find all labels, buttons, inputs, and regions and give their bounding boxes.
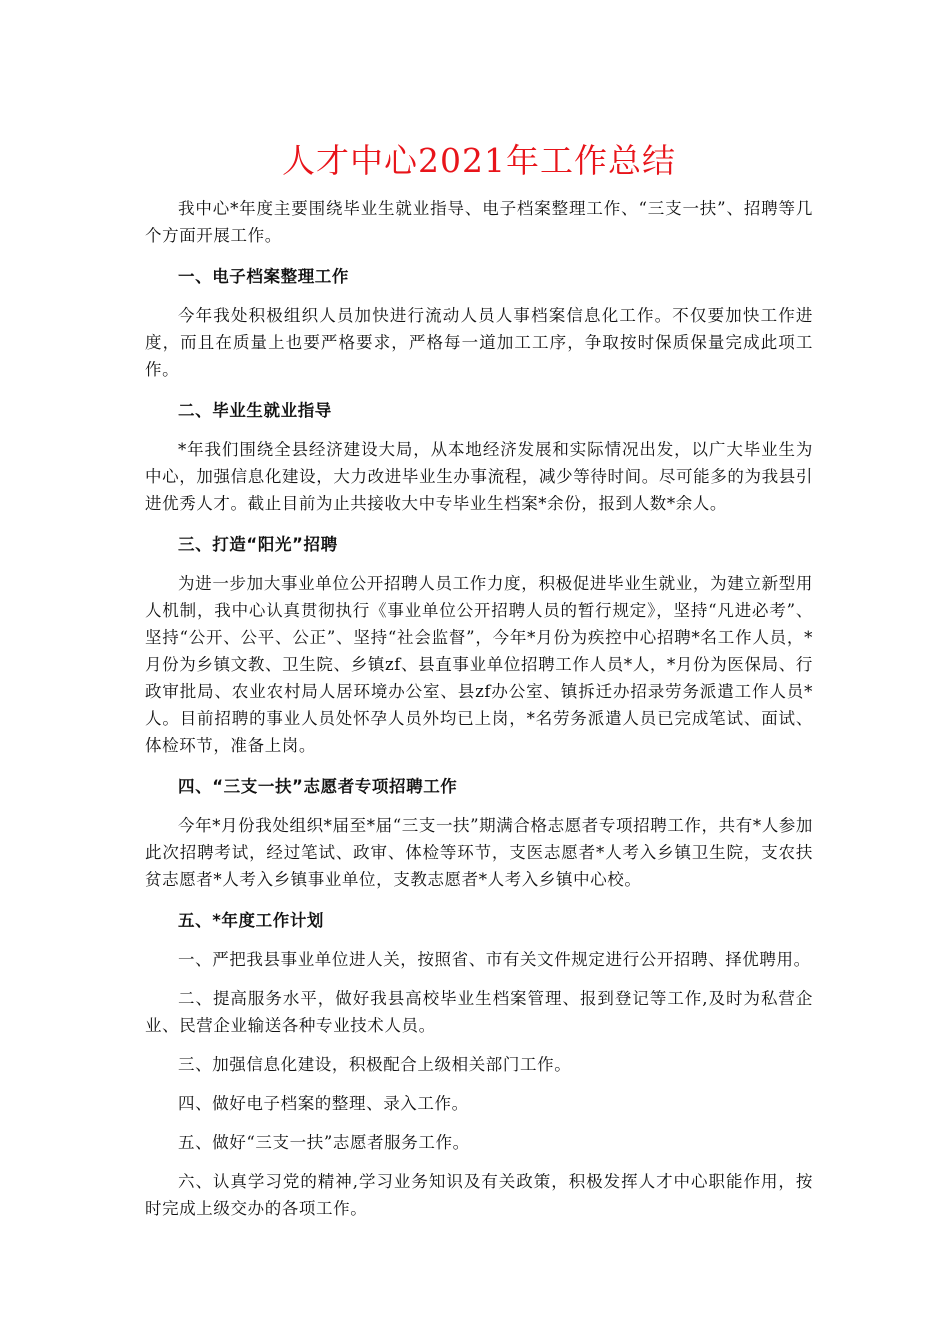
plan-item: 一、严把我县事业单位进人关，按照省、市有关文件规定进行公开招聘、择优聘用。 [178, 950, 811, 969]
section-heading-graduate-guidance: 二、毕业生就业指导 [178, 401, 332, 420]
plan-item: 四、做好电子档案的整理、录入工作。 [178, 1094, 469, 1113]
section-heading-volunteer-recruitment: 四、“三支一扶”志愿者专项招聘工作 [178, 777, 458, 796]
document-page [145, 135, 813, 1222]
work-plan-list [145, 946, 813, 1222]
document-title: 人才中心2021年工作总结 [282, 141, 676, 180]
intro-paragraph: 我中心*年度主要围绕毕业生就业指导、电子档案整理工作、“三支一扶”、招聘等几个方面开展工作。 [145, 199, 813, 245]
section-body-graduate-guidance: *年我们围绕全县经济建设大局，从本地经济发展和实际情况出发，以广大毕业生为中心，加强信息化建设，大力改进毕业生办事流程，减少等待时间。尽可能多的为我县引进优秀人才。截止目前为止共接收大中专毕业生档案*余份，报到人数*余人。 [145, 440, 813, 513]
plan-item: 二、提高服务水平，做好我县高校毕业生档案管理、报到登记等工作,及时为私营企业、民营企业输送各种专业技术人员。 [145, 989, 813, 1035]
section-heading-work-plan: 五、*年度工作计划 [178, 911, 325, 930]
section-body-archives: 今年我处积极组织人员加快进行流动人员人事档案信息化工作。不仅要加快工作进度，而且在质量上也要严格要求，严格每一道加工工序，争取按时保质保量完成此项工作。 [145, 306, 813, 379]
plan-item: 五、做好“三支一扶”志愿者服务工作。 [178, 1133, 470, 1152]
plan-item: 三、加强信息化建设，积极配合上级相关部门工作。 [178, 1055, 572, 1074]
section-body-volunteer-recruitment: 今年*月份我处组织*届至*届“三支一扶”期满合格志愿者专项招聘工作，共有*人参加此次招聘考试，经过笔试、政审、体检等环节，支医志愿者*人考入乡镇卫生院，支农扶贫志愿者*人考入乡镇事业单位，支教志愿者*人考入乡镇中心校。 [145, 816, 813, 889]
plan-item: 六、认真学习党的精神,学习业务知识及有关政策，积极发挥人才中心职能作用，按时完成上级交办的各项工作。 [145, 1172, 813, 1218]
section-heading-sunshine-recruitment: 三、打造“阳光”招聘 [178, 535, 338, 554]
section-heading-archives: 一、电子档案整理工作 [178, 267, 349, 286]
section-body-sunshine-recruitment: 为进一步加大事业单位公开招聘人员工作力度，积极促进毕业生就业，为建立新型用人机制，我中心认真贯彻执行《事业单位公开招聘人员的暂行规定》，坚持“凡进必考”、坚持“公开、公平、公正”、坚持“社会监督”，今年*月份为疾控中心招聘*名工作人员，*月份为乡镇文教、卫生院、乡镇zf、县直事业单位招聘工作人员*人，*月份为医保局、行政审批局、农业农村局人居环境办公室、县zf办公室、镇拆迁办招录劳务派遣工作人员*人。目前招聘的事业人员处怀孕人员外均已上岗，*名劳务派遣人员已完成笔试、面试、体检环节，准备上岗。 [145, 574, 813, 755]
